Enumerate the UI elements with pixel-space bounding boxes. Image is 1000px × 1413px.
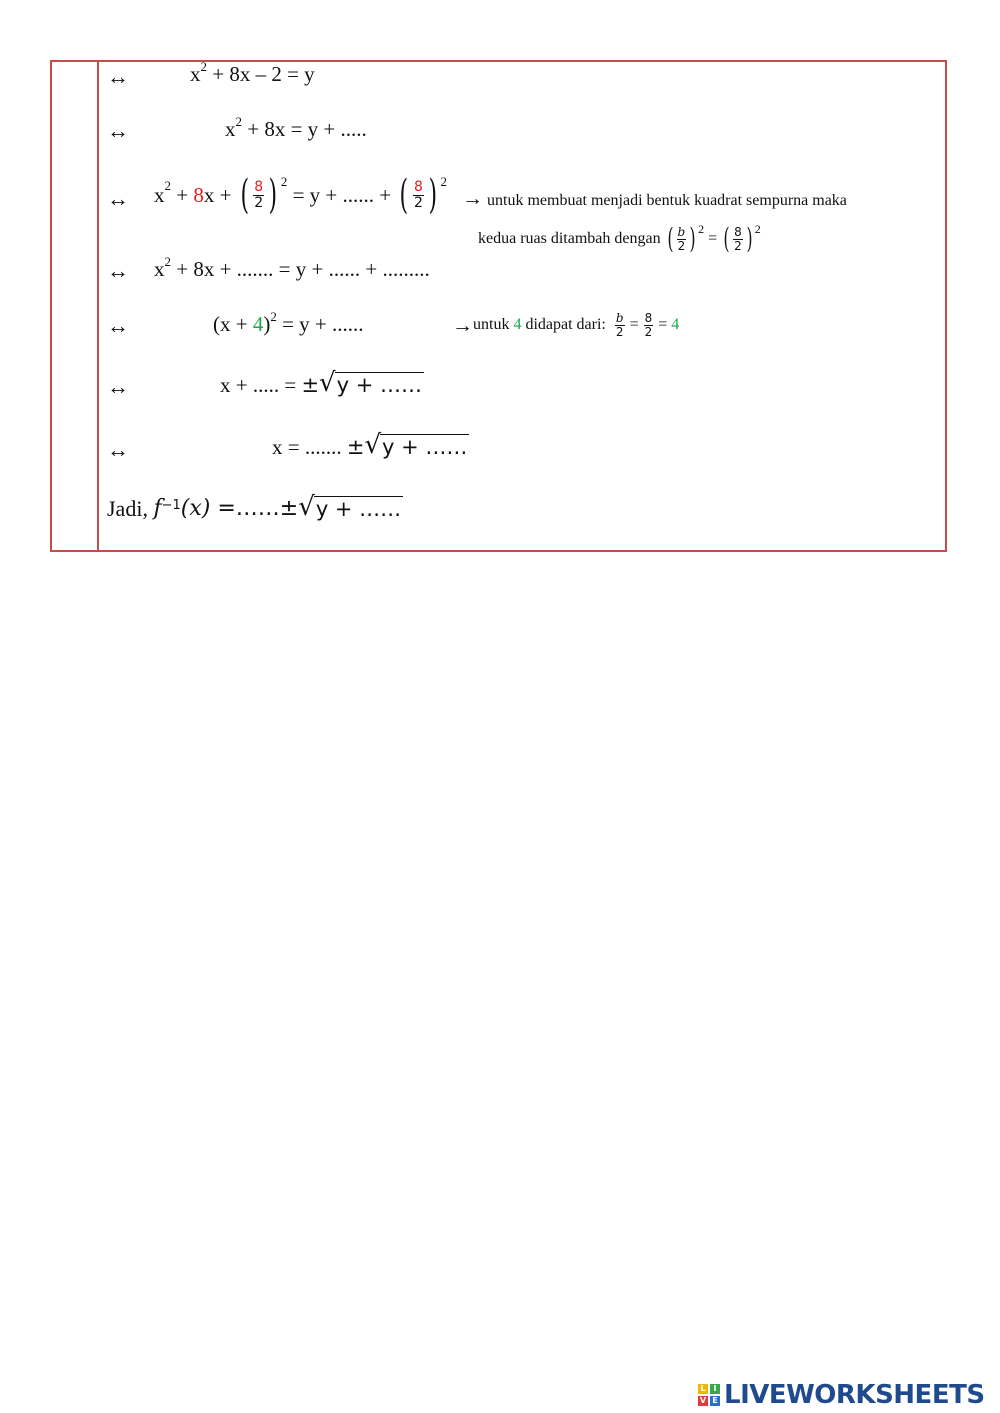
step-6: x + ..... = ± √ y + …… [220,368,422,398]
step-3: x $^2$ + 8 x + ( $\frac{8}{2}$ ) $^2$ = y + ...... + ( $\frac{8}{2}$ ) $^2$ [154,172,447,218]
conclusion-line: Jadi, f $^{-1}$ (x) =…… ± √ y + …… [107,492,402,522]
square-root: √ y + …… [364,430,468,460]
iff-arrow: ↔ [107,186,129,211]
step-1: $x^2 + 8x - 2 = y$ [190,59,315,86]
liveworksheets-logo [698,1382,985,1408]
logo-mark-icon: L I V E [698,1384,720,1406]
square-root: √ y + …… [319,368,422,398]
step-5: $(x + 4)^2 = y$ + ...... [213,309,364,336]
note-perfect-square: → untuk membuat menjadi bentuk kuadrat sempurna maka [462,186,847,210]
step-4: $x^2 + 8x$ + ....... = y + ...... + ......... [154,254,430,281]
iff-arrow: ↔ [107,437,129,462]
fraction-8-over-2: $\frac{8}{2}$ [254,178,264,211]
coefficient-8: 8 [193,182,204,207]
fraction-8-over-2: $\frac{8}{2}$ [413,178,423,211]
iff-arrow: ↔ [107,374,129,399]
logo-text: LIVEWORKSHEETS [724,1380,985,1410]
note-where-4-comes-from: → untuk 4 didapat dari: $\frac{b}{2}$ = $\frac{8}{2}$ = 4 [452,310,680,339]
note-add-both-sides: kedua ruas ditambah dengan ( $\frac{b}{2}$ ) $^2$ = ( $\frac{8}{2}$ ) $^2$ [478,222,761,255]
table-column-divider [97,60,99,552]
iff-arrow: ↔ [107,64,129,89]
iff-arrow: ↔ [107,258,129,283]
step-2: $x^2 + 8x = y$ + ..... [225,114,367,141]
square-root: √ y + …… [298,492,402,522]
iff-arrow: ↔ [107,313,129,338]
step-7: x = ....... ± √ y + …… [272,430,468,460]
iff-arrow: ↔ [107,118,129,143]
